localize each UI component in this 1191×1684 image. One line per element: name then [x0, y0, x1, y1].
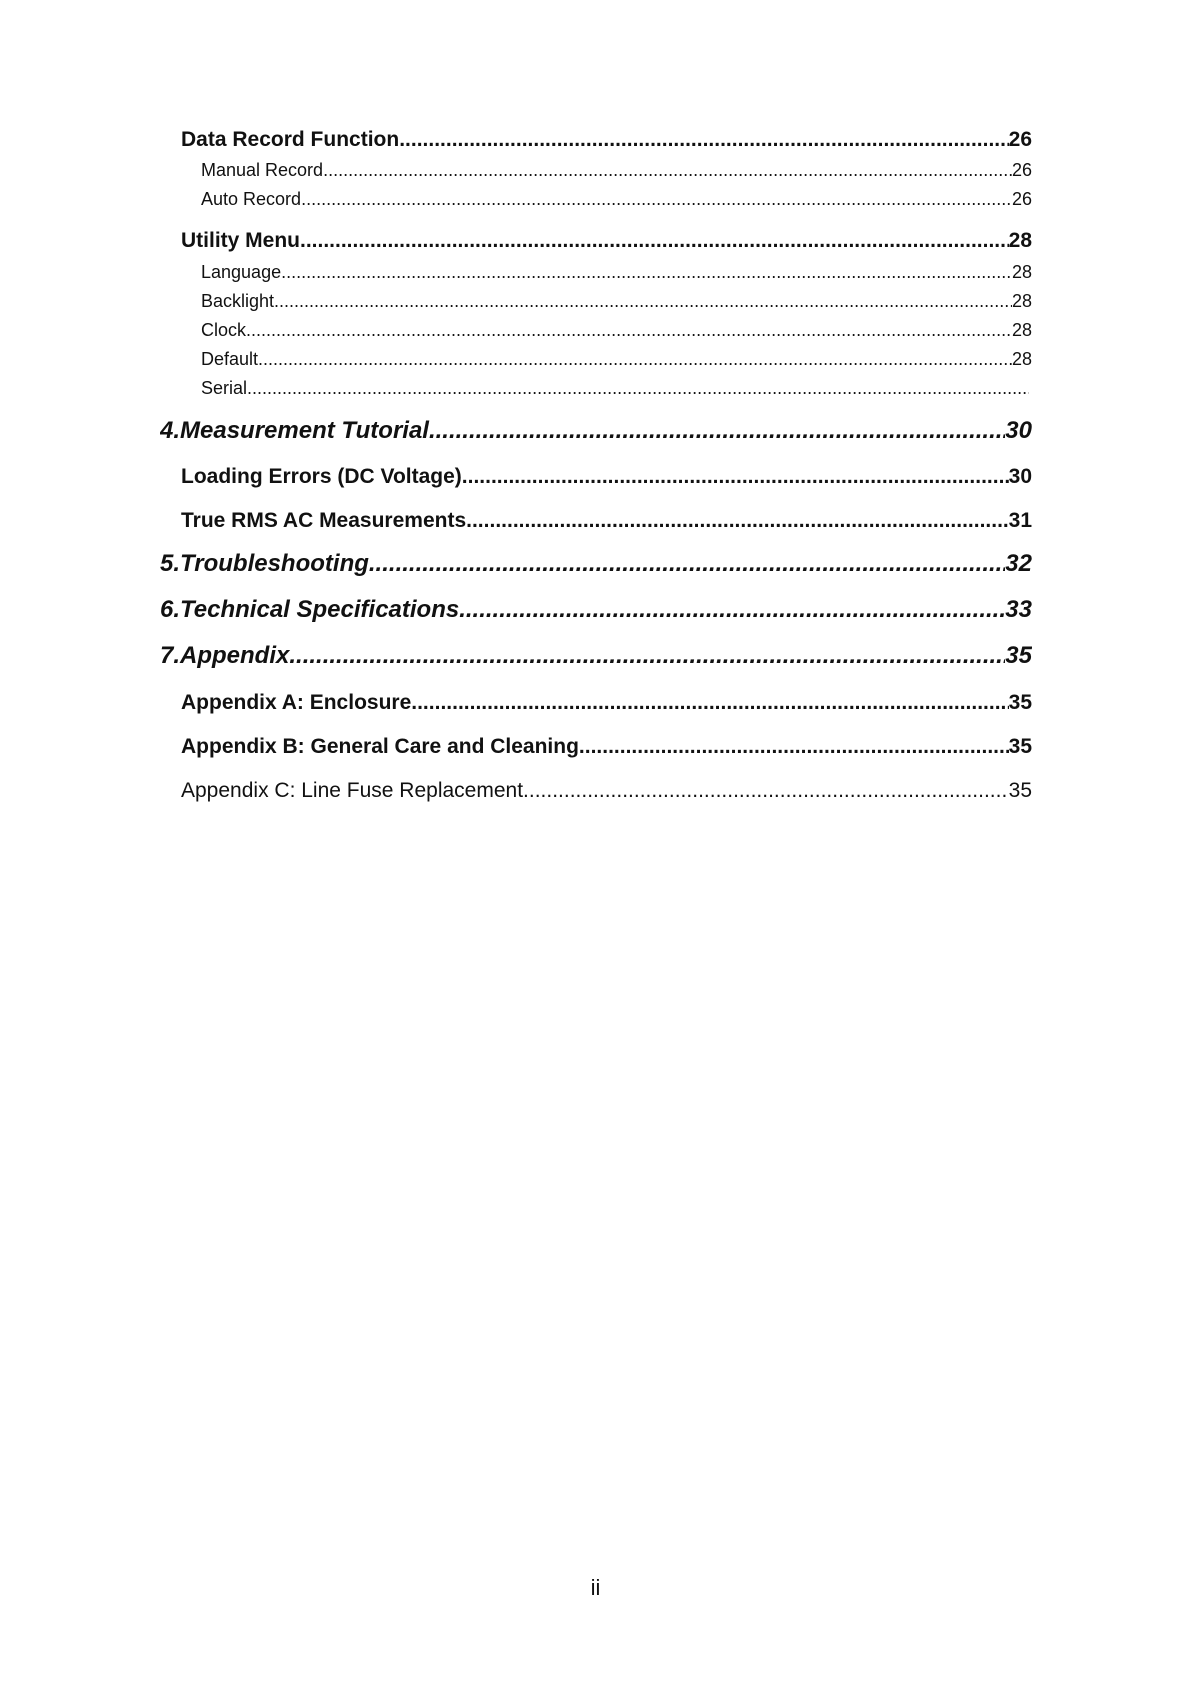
toc-entry-title: 7.Appendix — [160, 642, 290, 669]
toc-entry-manual-record[interactable] — [201, 160, 1032, 181]
toc-entry-page: 26 — [1008, 128, 1032, 151]
toc-entry-title: True RMS AC Measurements — [181, 509, 467, 532]
toc-entry-appendix-a[interactable] — [181, 691, 1032, 715]
dot-leader — [281, 262, 1012, 283]
dot-leader — [411, 691, 1008, 715]
toc-entry-title: Data Record Function — [181, 128, 400, 151]
dot-leader — [246, 320, 1012, 341]
toc-entry-default[interactable] — [201, 349, 1032, 370]
toc-entry-page: 28 — [1011, 320, 1032, 340]
toc-entry-troubleshooting[interactable] — [160, 550, 1032, 578]
toc-entry-true-rms[interactable] — [181, 509, 1032, 533]
toc-entry-page: 32 — [1005, 550, 1032, 577]
toc-entry-title: Appendix A: Enclosure — [181, 691, 412, 714]
toc-entry-language[interactable] — [201, 262, 1032, 283]
toc-entry-page: 35 — [1008, 735, 1032, 758]
dot-leader — [289, 642, 1005, 670]
toc-entry-page: 28 — [1011, 262, 1032, 282]
toc-entry-page: 26 — [1011, 189, 1032, 209]
toc-entry-appendix[interactable] — [160, 642, 1032, 670]
toc-entry-title: Serial — [201, 378, 248, 398]
dot-leader — [459, 596, 1005, 624]
toc-entry-page: 35 — [1008, 691, 1032, 714]
toc-entry-title: Manual Record — [201, 160, 324, 180]
toc-entry-serial[interactable] — [201, 378, 1029, 399]
toc-entry-title: Utility Menu — [181, 229, 300, 252]
dot-leader — [258, 349, 1012, 370]
toc-entry-title: Loading Errors (DC Voltage) — [181, 465, 462, 488]
toc-entry-page: 31 — [1008, 509, 1032, 532]
toc-entry-title: 6.Technical Specifications — [160, 596, 460, 623]
dot-leader — [369, 550, 1005, 578]
toc-entry-page: 28 — [1008, 229, 1032, 252]
toc-entry-page: 33 — [1005, 596, 1032, 623]
dot-leader — [466, 509, 1009, 533]
dot-leader — [300, 229, 1009, 253]
dot-leader — [301, 189, 1012, 210]
toc-entry-page: 28 — [1011, 291, 1032, 311]
toc-entry-title: Backlight — [201, 291, 275, 311]
toc-entry-title: 4.Measurement Tutorial — [160, 417, 429, 444]
toc-entry-loading-errors[interactable] — [181, 465, 1032, 489]
toc-entry-clock[interactable] — [201, 320, 1032, 341]
toc-entry-page: 35 — [1005, 642, 1032, 669]
toc-entry-appendix-b[interactable] — [181, 735, 1032, 759]
dot-leader — [247, 378, 1029, 399]
dot-leader — [462, 465, 1009, 489]
dot-leader — [323, 160, 1012, 181]
toc-entry-backlight[interactable] — [201, 291, 1032, 312]
toc-entry-page: 28 — [1011, 349, 1032, 369]
toc-entry-title: Appendix B: General Care and Cleaning — [181, 735, 579, 758]
toc-entry-data-record-function[interactable] — [181, 128, 1032, 152]
toc-entry-appendix-c[interactable] — [181, 779, 1032, 803]
toc-entry-technical-specifications[interactable] — [160, 596, 1032, 624]
dot-leader — [274, 291, 1012, 312]
dot-leader — [429, 417, 1005, 445]
dot-leader — [523, 779, 1009, 803]
page-number: ii — [590, 1575, 601, 1600]
dot-leader — [579, 735, 1009, 759]
toc-entry-page: 26 — [1011, 160, 1032, 180]
toc-entry-title: Appendix C: Line Fuse Replacement — [181, 779, 524, 802]
toc-entry-title: Auto Record — [201, 189, 302, 209]
dot-leader — [399, 128, 1008, 152]
toc-entry-utility-menu[interactable] — [181, 229, 1032, 253]
toc-entry-auto-record[interactable] — [201, 189, 1032, 210]
toc-entry-title: Language — [201, 262, 282, 282]
toc-entry-title: 5.Troubleshooting — [160, 550, 369, 577]
toc-entry-page: 35 — [1008, 779, 1032, 802]
toc-entry-page: 30 — [1008, 465, 1032, 488]
toc-entry-page: 30 — [1005, 417, 1032, 444]
toc-entry-title: Clock — [201, 320, 247, 340]
toc-entry-measurement-tutorial[interactable] — [160, 417, 1032, 445]
toc-entry-title: Default — [201, 349, 259, 369]
